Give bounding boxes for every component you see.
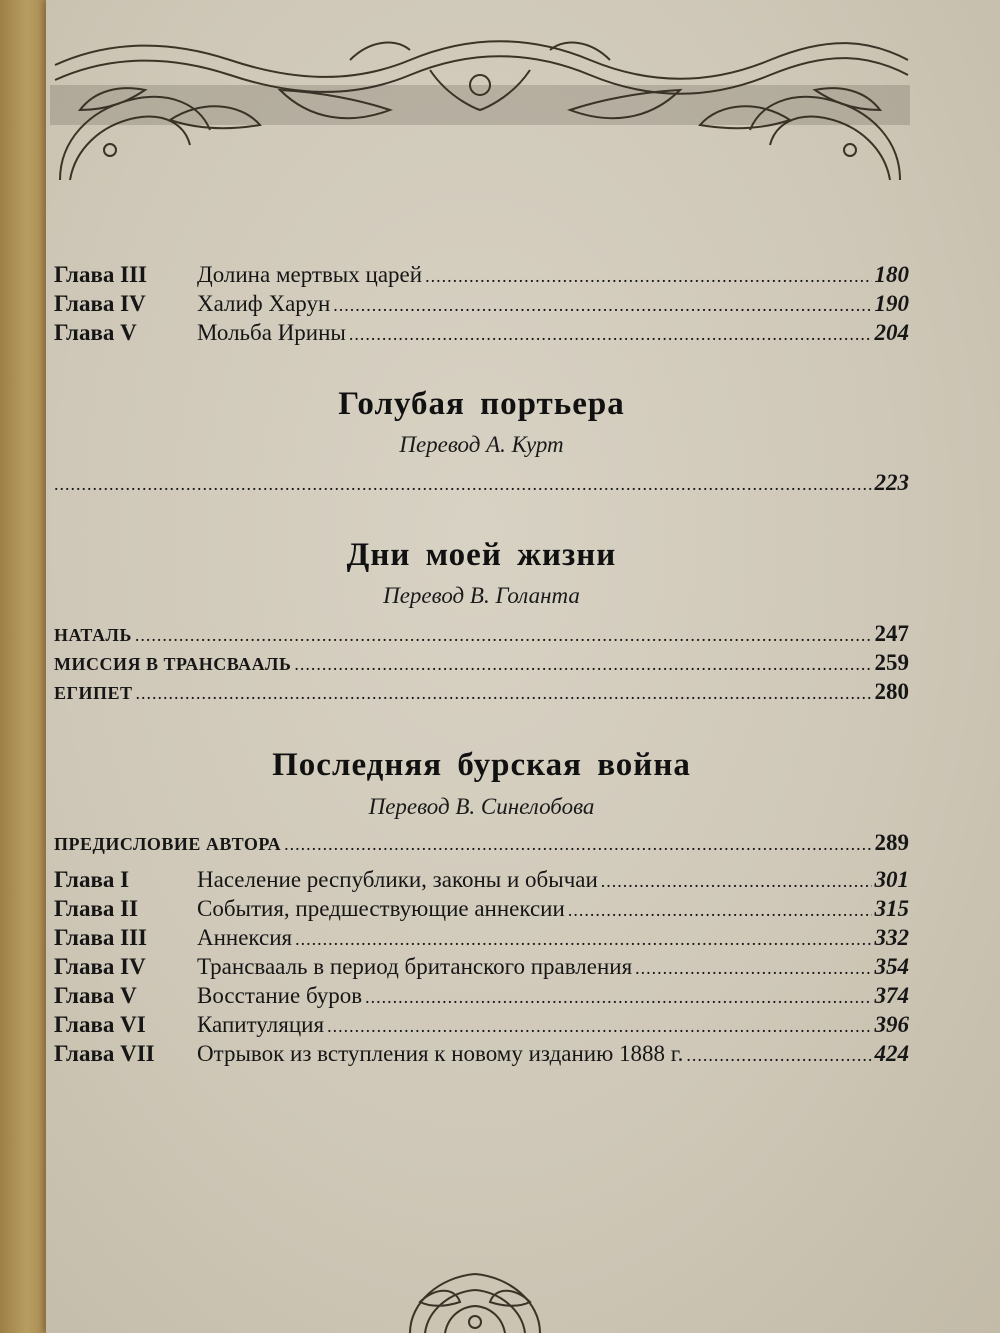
entry-title: МИССИЯ В ТРАНСВААЛЬ xyxy=(54,654,292,674)
toc-row xyxy=(54,679,909,709)
chapter-title: Аннексия xyxy=(197,925,293,950)
page-number: 180 xyxy=(874,262,909,287)
chapter-label: Глава III xyxy=(54,262,147,287)
chapter-label: Глава II xyxy=(54,896,139,921)
page-number: 374 xyxy=(874,983,909,1008)
dot-leader xyxy=(135,625,872,646)
dot-leader xyxy=(135,683,871,704)
dot-leader xyxy=(365,987,871,1008)
toc-row xyxy=(54,1041,909,1071)
page-number: 223 xyxy=(874,470,909,495)
chapter-title: Население республики, законы и обычаи xyxy=(197,867,598,892)
toc-row xyxy=(54,1012,909,1042)
section-title: Дни моей жизни xyxy=(346,537,617,573)
translator-credit: Перевод А. Курт xyxy=(399,432,564,457)
page-number: 247 xyxy=(874,621,909,646)
entry-title: ЕГИПЕТ xyxy=(54,683,133,703)
toc-row xyxy=(54,867,909,897)
chapter-label: Глава I xyxy=(54,867,130,892)
page-number: 354 xyxy=(874,954,909,979)
page-number: 259 xyxy=(874,650,909,675)
dot-leader xyxy=(284,834,871,855)
chapter-title: Мольба Ирины xyxy=(197,320,346,345)
dot-leader xyxy=(333,295,871,316)
floral-ornament-bottom xyxy=(400,1262,550,1333)
dot-leader xyxy=(601,871,872,892)
toc-row xyxy=(54,291,909,321)
chapter-label: Глава IV xyxy=(54,291,146,316)
chapter-title: Халиф Харун xyxy=(197,291,331,316)
book-binding-edge xyxy=(0,0,48,1333)
dot-leader xyxy=(295,929,871,950)
page-number: 190 xyxy=(874,291,909,316)
toc-row xyxy=(54,954,909,984)
chapter-label: Глава III xyxy=(54,925,147,950)
toc-row xyxy=(54,830,909,860)
page-number: 396 xyxy=(874,1012,909,1037)
toc-row xyxy=(54,983,909,1013)
section-title: Голубая портьера xyxy=(338,386,625,422)
dot-leader xyxy=(686,1045,871,1066)
page-number: 315 xyxy=(874,896,909,921)
chapter-label: Глава VII xyxy=(54,1041,155,1066)
dot-leader xyxy=(327,1016,871,1037)
toc-row xyxy=(54,621,909,651)
chapter-label: Глава VI xyxy=(54,1012,146,1037)
section-title: Последняя бурская война xyxy=(272,747,691,783)
floral-ornament-top xyxy=(50,30,910,185)
dot-leader xyxy=(294,654,871,675)
page-number: 301 xyxy=(874,867,909,892)
toc-row xyxy=(54,320,909,350)
chapter-label: Глава IV xyxy=(54,954,146,979)
chapter-title: Восстание буров xyxy=(197,983,363,1008)
page-number: 332 xyxy=(874,925,909,950)
page-number: 280 xyxy=(874,679,909,704)
entry-title: НАТАЛЬ xyxy=(54,625,132,645)
dot-leader xyxy=(568,900,872,921)
chapter-title: Долина мертвых царей xyxy=(197,262,423,287)
toc-row xyxy=(54,650,909,680)
page-number: 204 xyxy=(874,320,909,345)
chapter-label: Глава V xyxy=(54,983,137,1008)
toc-row xyxy=(54,262,909,292)
dot-leader xyxy=(349,324,872,345)
chapter-title: Трансвааль в период британского правления xyxy=(197,954,633,979)
chapter-title: События, предшествующие аннексии xyxy=(197,896,565,921)
translator-credit: Перевод В. Голанта xyxy=(383,583,580,608)
translator-credit: Перевод В. Синелобова xyxy=(368,794,595,819)
dot-leader xyxy=(425,266,871,287)
page-number: 289 xyxy=(874,830,909,855)
entry-title: ПРЕДИСЛОВИЕ АВТОРА xyxy=(54,834,282,854)
chapter-title: Отрывок из вступления к новому изданию 1888 г. xyxy=(197,1041,684,1066)
chapter-label: Глава V xyxy=(54,320,137,345)
toc-row xyxy=(54,896,909,926)
chapter-title: Капитуляция xyxy=(197,1012,325,1037)
page-number: 424 xyxy=(874,1041,909,1066)
dot-leader xyxy=(54,474,872,495)
toc-row xyxy=(54,470,909,500)
toc-row xyxy=(54,925,909,955)
dot-leader xyxy=(635,958,871,979)
